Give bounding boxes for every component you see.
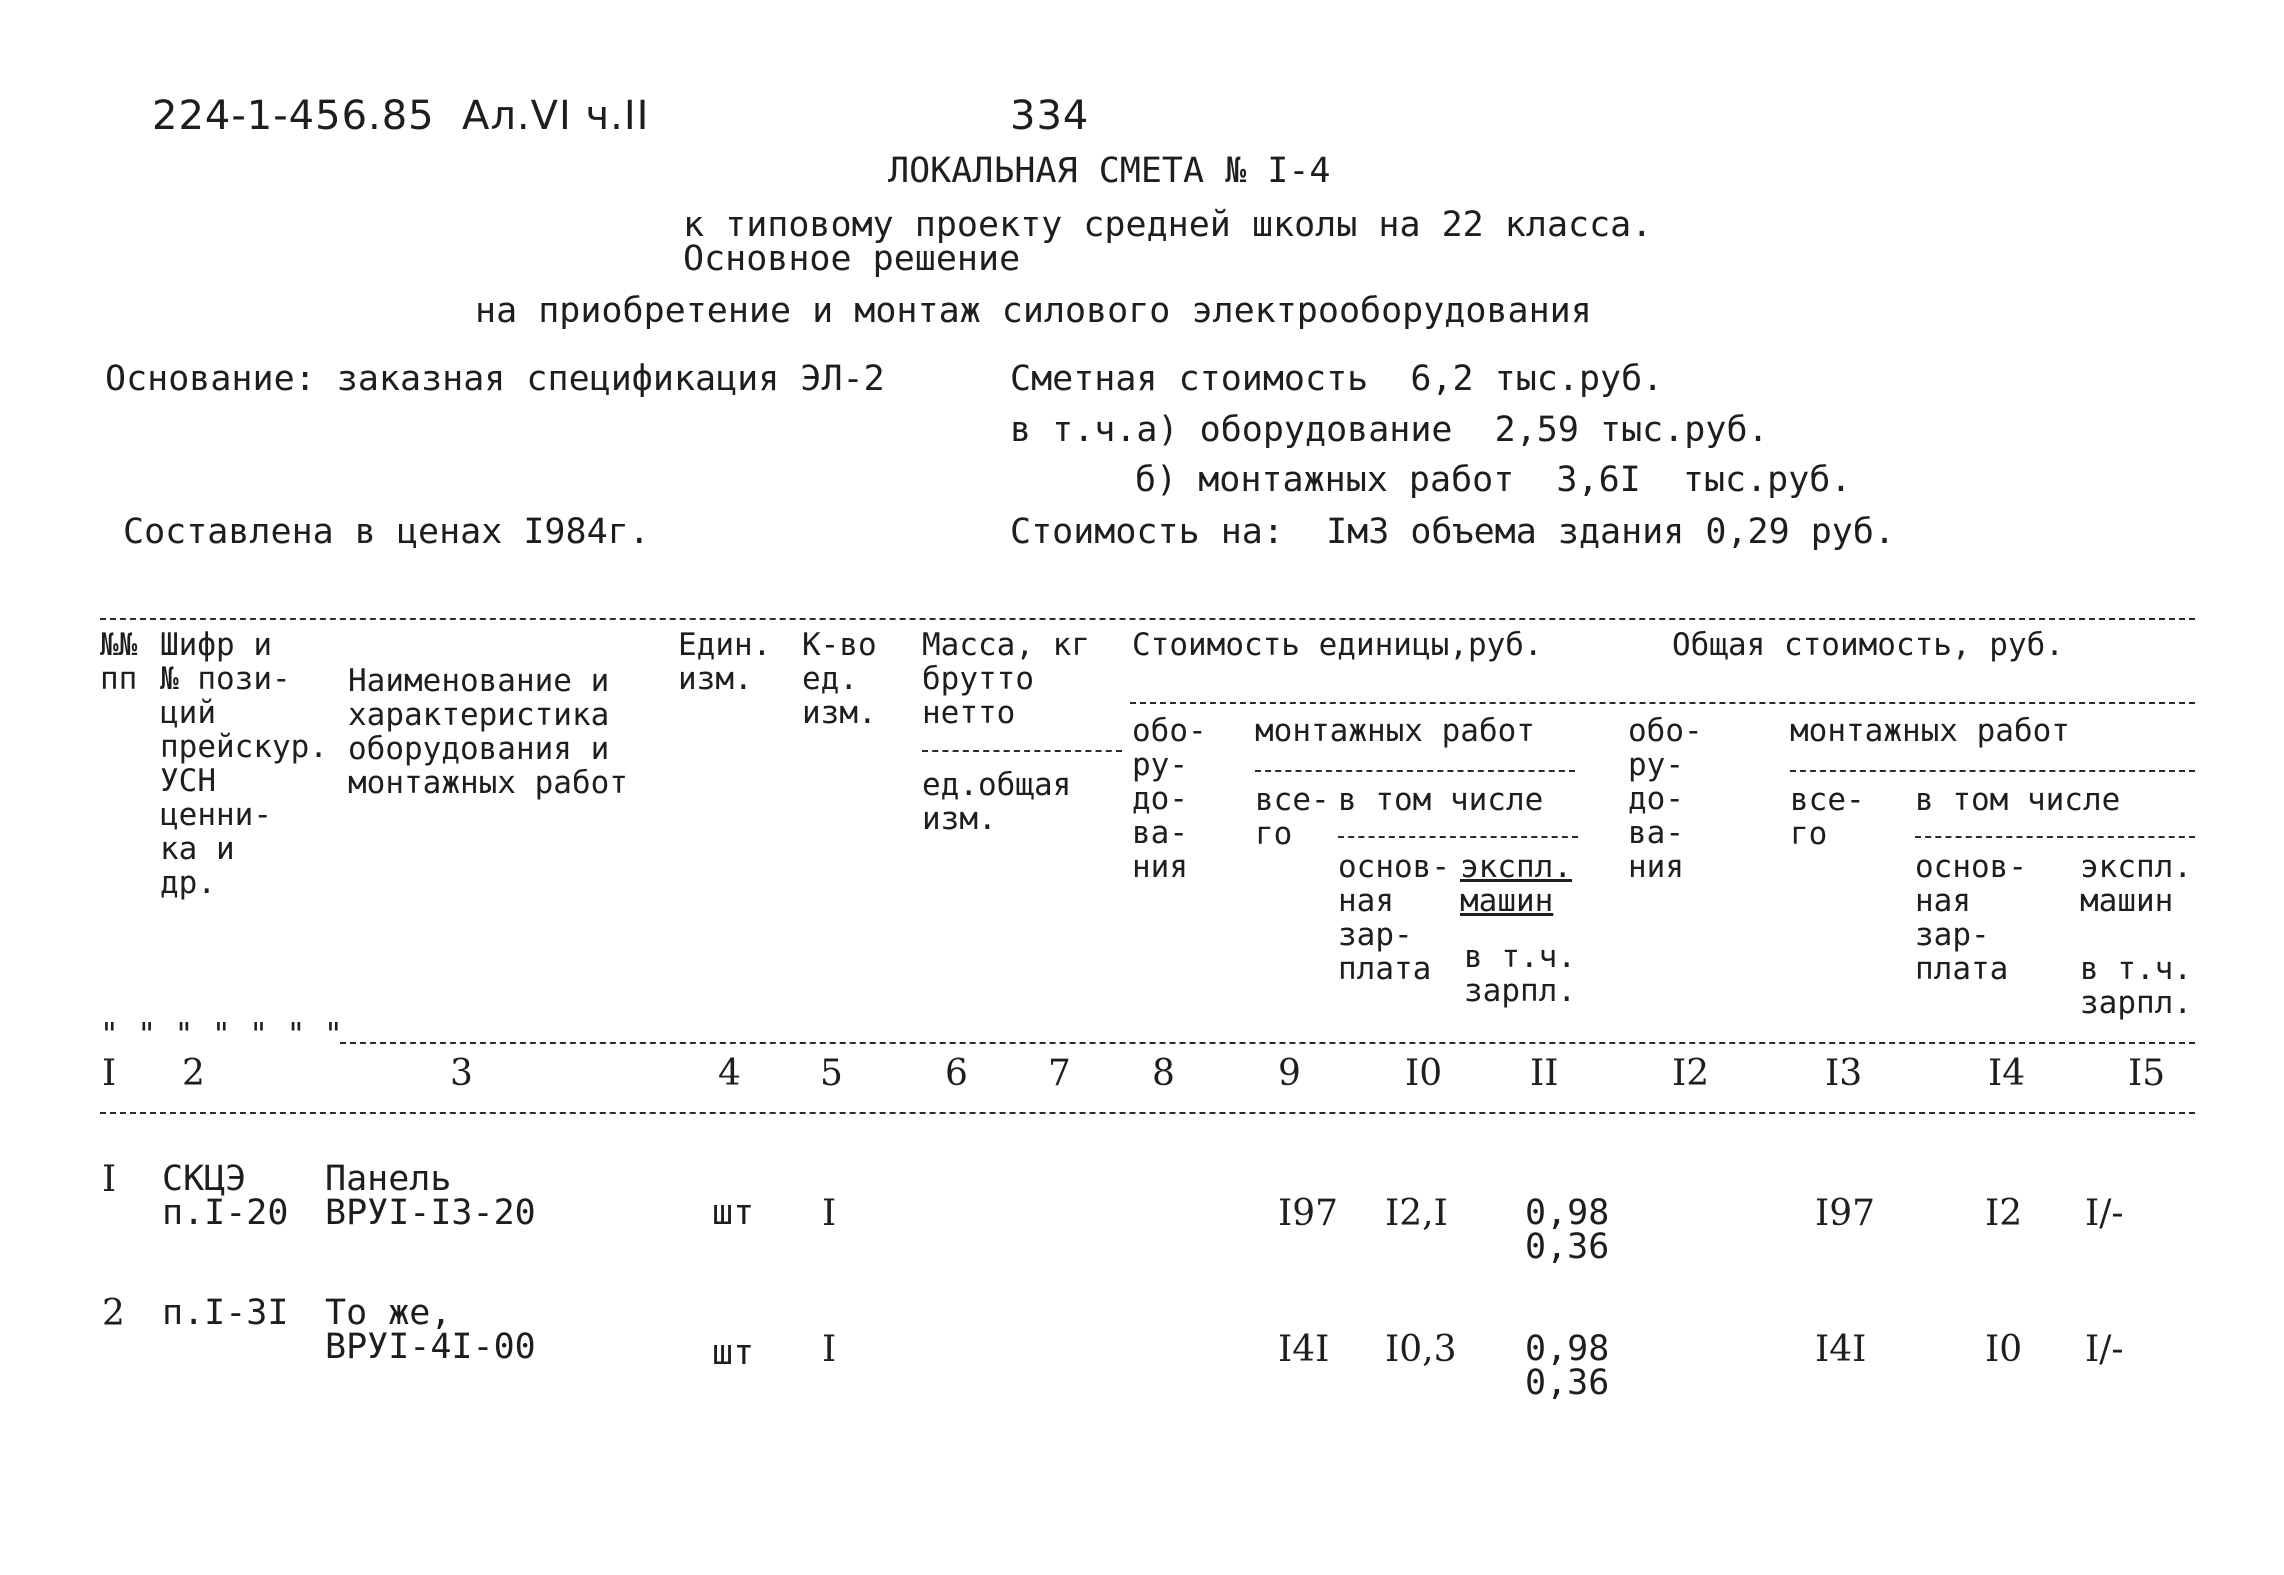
header-total-total: все- го xyxy=(1790,782,1865,852)
subtitle-purpose: на приобретение и монтаж силового электрооборудования xyxy=(475,291,1592,331)
row-quantity: I xyxy=(822,1193,837,1234)
header-unit-base-wage: основ- ная зар- плата xyxy=(1338,849,1450,987)
album-reference: Ал.VI ч.II xyxy=(462,93,650,139)
header-code: Шифр и № пози- ций прейскур. УСН ценни- ка и др. xyxy=(160,627,328,901)
column-number: I4 xyxy=(1988,1053,2026,1094)
subtitle-solution: Основное решение xyxy=(683,239,1021,279)
row-unit: шт xyxy=(712,1193,755,1233)
cost-group-rule xyxy=(1130,702,2195,704)
header-total-equipment: обо- ру- до- ва- ния xyxy=(1628,713,1703,885)
header-name: Наименование и характеристика оборудования и монтажных работ xyxy=(348,663,628,801)
subtitle-project: к типовому проекту средней школы на 22 класса. xyxy=(683,205,1653,245)
row-name-detail: ВРУI-I3-20 xyxy=(325,1193,536,1233)
equipment-cost: в т.ч.а) оборудование 2,59 тыс.руб. xyxy=(1010,410,1769,450)
header-row-number: №№ пп xyxy=(100,627,138,697)
row-code-position: п.I-20 xyxy=(162,1193,289,1233)
header-mass: Масса, кг брутто нетто xyxy=(922,627,1090,731)
column-number: 9 xyxy=(1278,1053,1301,1094)
header-unit-machines-wage: в т.ч. зарпл. xyxy=(1464,939,1576,1009)
row-name: То же, xyxy=(325,1293,452,1333)
row-quantity: I xyxy=(822,1329,837,1370)
row-total-machines: I/- xyxy=(2085,1193,2124,1234)
row-name: Панель xyxy=(325,1159,452,1199)
install-cost: б) монтажных работ 3,6I тыс.руб. xyxy=(1135,460,1852,500)
column-number: 5 xyxy=(820,1053,843,1094)
header-total-install: монтажных работ xyxy=(1790,713,2070,749)
row-unit-machines-wage: 0,36 xyxy=(1525,1363,1610,1403)
row-unit-machines: 0,98 xyxy=(1525,1193,1610,1233)
page-number: 334 xyxy=(1010,93,1090,139)
row-unit-install-total: I4I xyxy=(1278,1329,1330,1370)
header-unit-machines: экспл. машин xyxy=(1460,849,1572,919)
row-unit-machines: 0,98 xyxy=(1525,1329,1610,1369)
header-unit: Един. изм. xyxy=(678,627,772,697)
row-number: I xyxy=(102,1159,117,1200)
total-install-rule xyxy=(1790,770,2195,772)
total-incl-rule xyxy=(1915,836,2195,838)
estimate-cost: Сметная стоимость 6,2 тыс.руб. xyxy=(1010,359,1664,399)
row-unit-base-wage: I0,3 xyxy=(1385,1329,1457,1370)
header-total-incl: в том числе xyxy=(1915,782,2121,818)
header-total-base-wage: основ- ная зар- плата xyxy=(1915,849,2027,987)
document-code: 224-1-456.85 xyxy=(152,93,435,139)
row-total-install: I97 xyxy=(1815,1193,1876,1234)
column-number: 6 xyxy=(945,1053,968,1094)
row-code: СКЦЭ xyxy=(162,1159,247,1199)
row-total-machines: I/- xyxy=(2085,1329,2124,1370)
document-title: ЛОКАЛЬНАЯ СМЕТА № I-4 xyxy=(888,151,1331,191)
header-unit-install: монтажных работ xyxy=(1255,713,1535,749)
column-number: I0 xyxy=(1405,1053,1443,1094)
prices-year: Составлена в ценах I984г. xyxy=(123,512,650,552)
row-number: 2 xyxy=(102,1293,125,1334)
row-unit-base-wage: I2,I xyxy=(1385,1193,1448,1234)
column-number: I xyxy=(102,1053,117,1094)
header-mass-split: ед.общая изм. xyxy=(922,767,1072,837)
unit-install-rule xyxy=(1255,770,1575,772)
row-total-base-wage: I0 xyxy=(1985,1329,2023,1370)
row-code: п.I-3I xyxy=(162,1293,289,1333)
header-total-machines: экспл. машин xyxy=(2080,849,2192,919)
header-quantity: К-во ед. изм. xyxy=(802,627,877,731)
row-unit: шт xyxy=(712,1333,755,1373)
column-number: 4 xyxy=(718,1053,741,1094)
column-number: I2 xyxy=(1672,1053,1710,1094)
row-unit-machines-wage: 0,36 xyxy=(1525,1227,1610,1267)
row-total-install: I4I xyxy=(1815,1329,1867,1370)
header-unit-cost: Стоимость единицы,руб. xyxy=(1132,627,1543,663)
row-total-base-wage: I2 xyxy=(1985,1193,2023,1234)
row-unit-install-total: I97 xyxy=(1278,1193,1339,1234)
unit-incl-rule xyxy=(1338,836,1578,838)
header-total-cost: Общая стоимость, руб. xyxy=(1672,627,2064,663)
table-top-rule xyxy=(100,618,2195,620)
cost-per-m3: Стоимость на: Iм3 объема здания 0,29 руб. xyxy=(1010,512,1896,552)
column-number: II xyxy=(1530,1053,1559,1094)
ditto-marks: " " " " " " " xyxy=(100,1017,343,1053)
header-bottom-rule xyxy=(340,1042,2195,1044)
column-number: 7 xyxy=(1048,1053,1071,1094)
header-total-machines-wage: в т.ч. зарпл. xyxy=(2080,951,2192,1021)
column-number: 8 xyxy=(1152,1053,1175,1094)
header-unit-equipment: обо- ру- до- ва- ния xyxy=(1132,713,1207,885)
basis-line: Основание: заказная спецификация ЭЛ-2 xyxy=(105,359,885,399)
column-number: I5 xyxy=(2128,1053,2166,1094)
mass-rule xyxy=(922,750,1122,752)
header-unit-incl: в том числе xyxy=(1338,782,1544,818)
column-number: 3 xyxy=(450,1053,473,1094)
header-unit-total: все- го xyxy=(1255,782,1330,852)
column-numbers-rule xyxy=(100,1112,2195,1114)
column-number: I3 xyxy=(1825,1053,1863,1094)
row-name-detail: ВРУI-4I-00 xyxy=(325,1327,536,1367)
column-number: 2 xyxy=(182,1053,205,1094)
